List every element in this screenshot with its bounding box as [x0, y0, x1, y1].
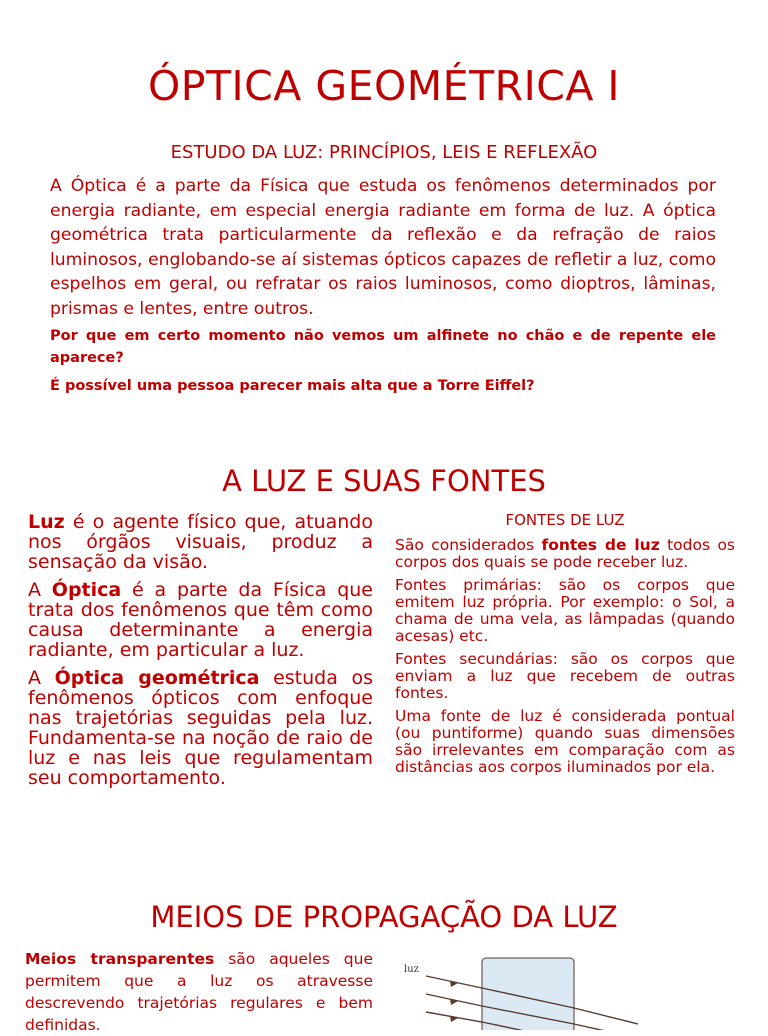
term-meios-transparentes: Meios transparentes [25, 950, 215, 968]
slide-optica-geometrica [0, 0, 768, 430]
definition-prefix: A [28, 579, 52, 601]
definition-optica-geometrica [28, 668, 373, 788]
transparent-medium-figure [398, 950, 658, 1030]
slide-title: ÓPTICA GEOMÉTRICA I [148, 62, 620, 110]
figure-label: luz [404, 964, 419, 975]
slide-subtitle: ESTUDO DA LUZ: PRINCÍPIOS, LEIS E REFLEXÃO [170, 142, 598, 163]
question-2: É possível uma pessoa parecer mais alta que a Torre Eiffel? [50, 378, 535, 394]
term-fontes-de-luz: fontes de luz [541, 536, 660, 554]
slide-meios-propagacao [0, 870, 768, 1034]
fonte-pontual: Uma fonte de luz é considerada pontual (ou puntiforme) quando suas dimensões são irrelevantes em comparação com as distâncias aos corpos iluminados por ela. [395, 707, 735, 776]
term-luz: Luz [28, 511, 65, 533]
definition-text: todos os corpos dos quais se pode receber luz. [395, 536, 736, 571]
intro-paragraph: A Óptica é a parte da Física que estuda os fenômenos determinados por energia radiante, em especial energia radiante em forma de luz. A óptica geométrica trata particularmente da reflexão e da refração de raios luminosos, englobando-se aí sistemas ópticos capazes de refletir a luz, como espelhos em geral, ou refratar os raios luminosos, como dioptros, lâminas, prismas e lentes, entre outros. [50, 176, 716, 319]
question-1: Por que em certo momento não vemos um alfinete no chão e de repente ele aparece? [50, 328, 716, 366]
term-optica: Óptica [51, 579, 122, 601]
definition-text: é o agente físico que, atuando nos órgãos visuais, produz a sensação da visão. [28, 511, 373, 573]
term-optica-geometrica: Óptica geométrica [54, 667, 260, 689]
fontes-primarias: Fontes primárias: são os corpos que emitem luz própria. Por exemplo: o Sol, a chama de uma vela, as lâmpadas (quando acesas) etc. [395, 576, 735, 645]
slide-luz-e-fontes [0, 450, 768, 850]
fontes-secundarias: Fontes secundárias: são os corpos que enviam a luz que recebem de outras fontes. [395, 650, 735, 702]
fontes-heading: FONTES DE LUZ [505, 511, 625, 529]
right-column [395, 512, 735, 782]
glass-block [482, 958, 574, 1030]
slide-title: MEIOS DE PROPAGAÇÃO DA LUZ [150, 900, 618, 934]
definition-prefix: A [28, 667, 55, 689]
left-column [28, 512, 373, 796]
meios-transparentes-paragraph [25, 948, 373, 1036]
definition-text: são aqueles que permitem que a luz os atravesse descrevendo trajetórias regulares e bem definidas. [25, 950, 374, 1034]
definition-text: é a parte da Física que trata dos fenômenos que têm como causa determinante a energia radiante, em particular a luz. [28, 579, 373, 661]
fontes-definition [395, 537, 735, 571]
definition-text: estuda os fenômenos ópticos com enfoque nas trajetórias seguidas pela luz. Fundamenta-se na noção de raio de luz e nas leis que regulamentam seu comportamento. [28, 667, 374, 789]
definition-prefix: São considerados [395, 536, 542, 554]
slide-title: A LUZ E SUAS FONTES [222, 464, 546, 498]
definition-optica [28, 580, 373, 660]
definition-luz [28, 512, 373, 572]
